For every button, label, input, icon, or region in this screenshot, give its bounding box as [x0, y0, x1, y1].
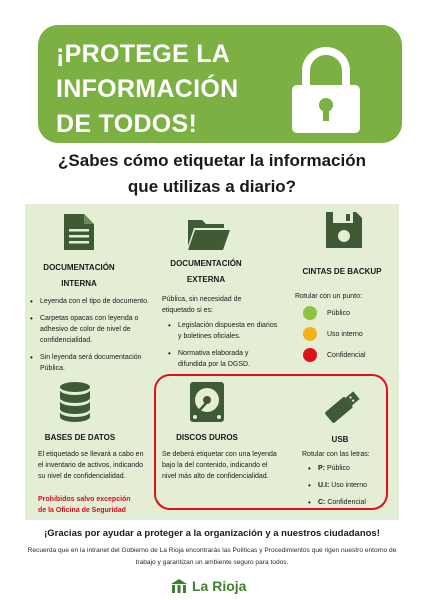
list-item: • Carpetas opacas con leyenda o adhesivo de color de nivel de confidencialidad. — [30, 313, 155, 346]
red-dot-icon — [303, 348, 317, 362]
usb-intro: Rotular con las letras: — [302, 451, 370, 458]
thanks-message: ¡Gracias por ayudar a proteger a la organización y a nuestros ciudadanos! — [44, 528, 380, 539]
level-internal: Uso interno — [303, 327, 363, 341]
external-docs-title: DOCUMENTACIÓN EXTERNA — [170, 259, 242, 284]
backup-tapes-intro: Rotular con un punto: — [295, 293, 362, 300]
prohibited-warning: Prohibidos salvo excepción de la Oficina de Seguridad — [38, 496, 131, 514]
green-dot-icon — [303, 306, 317, 320]
logo-text: La Rioja — [192, 578, 247, 594]
list-item: • C: Confidencial — [308, 497, 393, 508]
usb-title: USB — [331, 435, 349, 444]
banner-title: ¡PROTEGE LA INFORMACIÓN DE TODOS! — [56, 40, 239, 138]
databases-text: El etiquetado se llevará a cabo en el inventario de activos, indicando su nivel de confidencialidad. — [38, 451, 144, 480]
usb-letters-list — [308, 463, 393, 514]
hard-disks-text: Se deberá etiquetar con una leyenda bajo la del contenido, indicando el nivel más alto de confidencialidad. — [162, 451, 277, 480]
question-heading: ¿Sabes cómo etiquetar la información que utilizas a diario? — [58, 151, 366, 196]
internal-docs-title: DOCUMENTACIÓN INTERNA — [43, 263, 115, 288]
yellow-dot-icon — [303, 327, 317, 341]
backup-tapes-title: CINTAS DE BACKUP — [302, 267, 382, 276]
floppy-disk-icon — [326, 212, 362, 248]
list-item: • Leyenda con el tipo de documento. — [30, 296, 155, 307]
list-item: • Normativa elaborada y difundida por la DGSD. — [168, 348, 278, 370]
folder-icon — [188, 218, 230, 250]
level-public: Público — [303, 306, 350, 320]
reminder-text: Recuerda que en la intranet del Gobierno de La Rioja encontrarás las Políticas y Procedimientos que rigen nuestro entorno de trabajo y garantizan un ambiente seguro para todos. — [27, 547, 397, 566]
list-item: • Sin leyenda será documentación Pública. — [30, 352, 155, 374]
list-item: • Legislación dispuesta en diarios y boletines oficiales. — [168, 320, 278, 342]
logo-icon — [170, 578, 188, 594]
level-confidential: Confidencial — [303, 348, 366, 362]
list-item: • P: Público — [308, 463, 393, 474]
list-item: • U.I: Uso interno — [308, 480, 393, 491]
document-icon — [64, 214, 94, 250]
header-banner — [38, 25, 402, 143]
external-docs-intro: Pública, sin necesidad de etiquetado si es: — [162, 296, 242, 314]
external-docs-list — [168, 320, 278, 376]
la-rioja-logo — [170, 578, 246, 594]
database-icon — [60, 382, 90, 422]
internal-docs-list — [30, 296, 155, 380]
hard-disks-title: DISCOS DUROS — [176, 433, 238, 442]
databases-title: BASES DE DATOS — [44, 433, 116, 442]
lock-icon — [290, 45, 362, 135]
